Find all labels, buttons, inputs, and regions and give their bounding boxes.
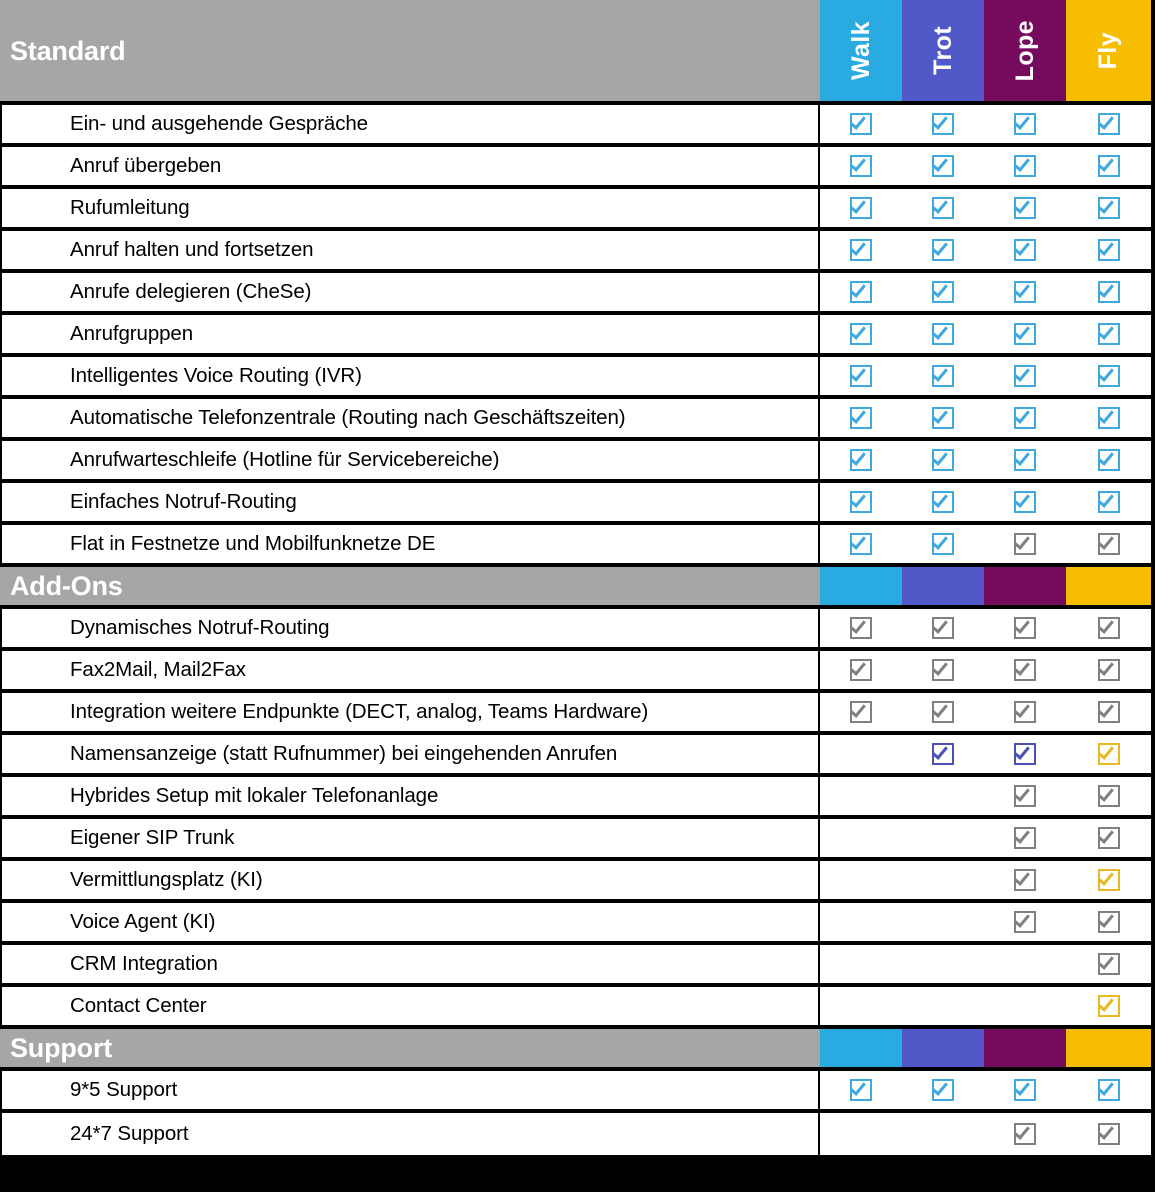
checkbox-checked-icon xyxy=(1014,1079,1036,1101)
checkbox-checked-icon xyxy=(1014,491,1036,513)
section-brand-cell-walk xyxy=(820,567,902,605)
feature-label: 9*5 Support xyxy=(0,1071,820,1109)
checkbox-checked-icon xyxy=(1014,155,1036,177)
feature-cell-walk xyxy=(820,105,902,143)
feature-cell-trot xyxy=(902,483,984,521)
checkbox-checked-icon xyxy=(1098,701,1120,723)
checkbox-checked-icon xyxy=(850,533,872,555)
table-row xyxy=(0,945,1155,987)
checkbox-checked-icon xyxy=(932,323,954,345)
feature-cell-fly xyxy=(1066,1113,1151,1155)
feature-label: CRM Integration xyxy=(0,945,820,983)
feature-label: Integration weitere Endpunkte (DECT, analog, Teams Hardware) xyxy=(0,693,820,731)
feature-cell-fly xyxy=(1066,693,1151,731)
checkbox-checked-icon xyxy=(932,407,954,429)
table-row xyxy=(0,483,1155,525)
table-row xyxy=(0,1071,1155,1113)
feature-cell-walk xyxy=(820,189,902,227)
checkbox-checked-icon xyxy=(932,617,954,639)
checkbox-checked-icon xyxy=(1098,449,1120,471)
checkbox-checked-icon xyxy=(850,323,872,345)
checkbox-checked-icon xyxy=(1098,827,1120,849)
section-brand-cell-fly xyxy=(1066,567,1151,605)
feature-cell-trot xyxy=(902,357,984,395)
feature-cell-fly xyxy=(1066,525,1151,563)
checkbox-checked-icon xyxy=(1014,365,1036,387)
feature-cell-trot xyxy=(902,819,984,857)
checkbox-checked-icon xyxy=(1014,239,1036,261)
feature-cell-fly xyxy=(1066,315,1151,353)
feature-label: Automatische Telefonzentrale (Routing nach Geschäftszeiten) xyxy=(0,399,820,437)
section-title-add-ons: Add-Ons xyxy=(0,567,820,605)
feature-cell-walk xyxy=(820,483,902,521)
checkbox-checked-icon xyxy=(1014,743,1036,765)
feature-cell-trot xyxy=(902,735,984,773)
feature-cell-walk xyxy=(820,147,902,185)
feature-cell-trot xyxy=(902,1071,984,1109)
table-row xyxy=(0,693,1155,735)
section-brand-cell-trot xyxy=(902,567,984,605)
plan-header-lope[interactable] xyxy=(984,0,1066,101)
feature-cell-trot xyxy=(902,651,984,689)
feature-cell-lope xyxy=(984,693,1066,731)
feature-label: Einfaches Notruf-Routing xyxy=(0,483,820,521)
checkbox-checked-icon xyxy=(932,281,954,303)
feature-cell-lope xyxy=(984,987,1066,1025)
checkbox-checked-icon xyxy=(1098,659,1120,681)
plan-header-label: Walk xyxy=(846,20,875,81)
feature-cell-fly xyxy=(1066,483,1151,521)
checkbox-checked-icon xyxy=(850,197,872,219)
checkbox-checked-icon xyxy=(1098,281,1120,303)
checkbox-checked-icon xyxy=(850,407,872,429)
table-row xyxy=(0,357,1155,399)
feature-cell-lope xyxy=(984,525,1066,563)
feature-cell-walk xyxy=(820,735,902,773)
checkbox-checked-icon xyxy=(1098,1079,1120,1101)
feature-cell-lope xyxy=(984,315,1066,353)
feature-cell-walk xyxy=(820,651,902,689)
checkbox-checked-icon xyxy=(1014,617,1036,639)
checkbox-checked-icon xyxy=(850,281,872,303)
feature-label: Dynamisches Notruf-Routing xyxy=(0,609,820,647)
feature-cell-lope xyxy=(984,231,1066,269)
table-row xyxy=(0,147,1155,189)
feature-cell-lope xyxy=(984,651,1066,689)
feature-cell-fly xyxy=(1066,903,1151,941)
feature-cell-fly xyxy=(1066,441,1151,479)
feature-cell-fly xyxy=(1066,273,1151,311)
feature-cell-fly xyxy=(1066,861,1151,899)
feature-cell-fly xyxy=(1066,651,1151,689)
feature-cell-lope xyxy=(984,357,1066,395)
feature-cell-trot xyxy=(902,609,984,647)
checkbox-checked-icon xyxy=(1014,869,1036,891)
feature-label: Anrufwarteschleife (Hotline für Servicebereiche) xyxy=(0,441,820,479)
checkbox-checked-icon xyxy=(1098,743,1120,765)
checkbox-checked-icon xyxy=(850,155,872,177)
checkbox-checked-icon xyxy=(1098,869,1120,891)
feature-label: Vermittlungsplatz (KI) xyxy=(0,861,820,899)
feature-cell-walk xyxy=(820,693,902,731)
table-row xyxy=(0,441,1155,483)
checkbox-checked-icon xyxy=(1014,281,1036,303)
feature-cell-trot xyxy=(902,903,984,941)
feature-cell-lope xyxy=(984,147,1066,185)
plan-header-label: Lope xyxy=(1010,19,1039,82)
section-brand-cell-lope xyxy=(984,567,1066,605)
checkbox-checked-icon xyxy=(932,197,954,219)
feature-cell-walk xyxy=(820,861,902,899)
feature-cell-trot xyxy=(902,1113,984,1155)
feature-cell-trot xyxy=(902,399,984,437)
feature-cell-lope xyxy=(984,609,1066,647)
feature-cell-walk xyxy=(820,273,902,311)
checkbox-checked-icon xyxy=(850,701,872,723)
checkbox-checked-icon xyxy=(1014,701,1036,723)
checkbox-checked-icon xyxy=(1098,533,1120,555)
checkbox-checked-icon xyxy=(1098,785,1120,807)
feature-cell-fly xyxy=(1066,987,1151,1025)
feature-cell-fly xyxy=(1066,189,1151,227)
feature-label: Rufumleitung xyxy=(0,189,820,227)
feature-cell-fly xyxy=(1066,777,1151,815)
checkbox-checked-icon xyxy=(850,239,872,261)
checkbox-checked-icon xyxy=(932,743,954,765)
feature-cell-fly xyxy=(1066,819,1151,857)
feature-cell-trot xyxy=(902,189,984,227)
feature-label: Eigener SIP Trunk xyxy=(0,819,820,857)
checkbox-checked-icon xyxy=(1098,155,1120,177)
checkbox-checked-icon xyxy=(1014,785,1036,807)
feature-cell-lope xyxy=(984,1113,1066,1155)
checkbox-checked-icon xyxy=(1098,1123,1120,1145)
feature-cell-walk xyxy=(820,1071,902,1109)
feature-label: Anrufe delegieren (CheSe) xyxy=(0,273,820,311)
feature-cell-walk xyxy=(820,777,902,815)
checkbox-checked-icon xyxy=(1098,407,1120,429)
checkbox-checked-icon xyxy=(1098,911,1120,933)
table-row xyxy=(0,1113,1155,1155)
feature-cell-fly xyxy=(1066,357,1151,395)
feature-cell-lope xyxy=(984,735,1066,773)
checkbox-checked-icon xyxy=(1014,827,1036,849)
feature-cell-lope xyxy=(984,1071,1066,1109)
feature-cell-lope xyxy=(984,105,1066,143)
table-row xyxy=(0,777,1155,819)
checkbox-checked-icon xyxy=(850,1079,872,1101)
checkbox-checked-icon xyxy=(1014,449,1036,471)
feature-cell-walk xyxy=(820,441,902,479)
checkbox-checked-icon xyxy=(932,113,954,135)
feature-label: Hybrides Setup mit lokaler Telefonanlage xyxy=(0,777,820,815)
checkbox-checked-icon xyxy=(1014,113,1036,135)
feature-cell-lope xyxy=(984,903,1066,941)
table-row xyxy=(0,105,1155,147)
feature-cell-fly xyxy=(1066,399,1151,437)
checkbox-checked-icon xyxy=(1014,911,1036,933)
feature-cell-fly xyxy=(1066,231,1151,269)
checkbox-checked-icon xyxy=(932,491,954,513)
feature-label: Fax2Mail, Mail2Fax xyxy=(0,651,820,689)
feature-label: Voice Agent (KI) xyxy=(0,903,820,941)
checkbox-checked-icon xyxy=(932,1079,954,1101)
section-title-support: Support xyxy=(0,1029,820,1067)
table-row xyxy=(0,987,1155,1029)
checkbox-checked-icon xyxy=(1098,323,1120,345)
feature-cell-walk xyxy=(820,819,902,857)
checkbox-checked-icon xyxy=(932,533,954,555)
feature-cell-lope xyxy=(984,441,1066,479)
checkbox-checked-icon xyxy=(850,617,872,639)
plan-header-label: Fly xyxy=(1094,31,1122,70)
section-brand-cell-fly xyxy=(1066,1029,1151,1067)
checkbox-checked-icon xyxy=(932,659,954,681)
feature-cell-walk xyxy=(820,903,902,941)
feature-cell-walk xyxy=(820,231,902,269)
feature-cell-walk xyxy=(820,399,902,437)
table-row xyxy=(0,651,1155,693)
checkbox-checked-icon xyxy=(932,365,954,387)
table-row xyxy=(0,189,1155,231)
feature-label: Ein- und ausgehende Gespräche xyxy=(0,105,820,143)
plan-header-fly[interactable] xyxy=(1066,0,1151,101)
checkbox-checked-icon xyxy=(1098,239,1120,261)
feature-cell-walk xyxy=(820,1113,902,1155)
feature-cell-fly xyxy=(1066,105,1151,143)
checkbox-checked-icon xyxy=(1014,323,1036,345)
checkbox-checked-icon xyxy=(1098,197,1120,219)
feature-cell-trot xyxy=(902,273,984,311)
feature-cell-trot xyxy=(902,147,984,185)
checkbox-checked-icon xyxy=(850,449,872,471)
checkbox-checked-icon xyxy=(1098,953,1120,975)
section-title-standard: Standard xyxy=(0,0,820,101)
feature-cell-walk xyxy=(820,525,902,563)
checkbox-checked-icon xyxy=(1014,407,1036,429)
table-row xyxy=(0,609,1155,651)
plan-header-label: Trot xyxy=(928,26,957,75)
feature-cell-fly xyxy=(1066,735,1151,773)
feature-cell-trot xyxy=(902,777,984,815)
table-row xyxy=(0,315,1155,357)
feature-cell-lope xyxy=(984,483,1066,521)
section-brand-cell-lope xyxy=(984,1029,1066,1067)
feature-cell-trot xyxy=(902,987,984,1025)
feature-label: Flat in Festnetze und Mobilfunknetze DE xyxy=(0,525,820,563)
checkbox-checked-icon xyxy=(1098,365,1120,387)
feature-cell-trot xyxy=(902,861,984,899)
table-row xyxy=(0,819,1155,861)
feature-cell-lope xyxy=(984,189,1066,227)
feature-label: Contact Center xyxy=(0,987,820,1025)
feature-label: Anrufgruppen xyxy=(0,315,820,353)
checkbox-checked-icon xyxy=(850,113,872,135)
feature-cell-lope xyxy=(984,945,1066,983)
checkbox-checked-icon xyxy=(850,659,872,681)
feature-label: Anruf halten und fortsetzen xyxy=(0,231,820,269)
feature-cell-lope xyxy=(984,399,1066,437)
feature-cell-walk xyxy=(820,609,902,647)
checkbox-checked-icon xyxy=(932,449,954,471)
feature-cell-walk xyxy=(820,357,902,395)
table-header-row xyxy=(0,0,1155,105)
feature-cell-trot xyxy=(902,105,984,143)
feature-label: 24*7 Support xyxy=(0,1113,820,1155)
feature-cell-walk xyxy=(820,315,902,353)
feature-cell-trot xyxy=(902,525,984,563)
checkbox-checked-icon xyxy=(850,365,872,387)
checkbox-checked-icon xyxy=(1098,617,1120,639)
table-row xyxy=(0,861,1155,903)
checkbox-checked-icon xyxy=(1098,491,1120,513)
feature-cell-trot xyxy=(902,693,984,731)
feature-cell-lope xyxy=(984,819,1066,857)
checkbox-checked-icon xyxy=(1098,113,1120,135)
checkbox-checked-icon xyxy=(932,155,954,177)
checkbox-checked-icon xyxy=(1014,659,1036,681)
table-row xyxy=(0,903,1155,945)
feature-cell-walk xyxy=(820,987,902,1025)
feature-cell-fly xyxy=(1066,609,1151,647)
feature-cell-trot xyxy=(902,231,984,269)
feature-cell-trot xyxy=(902,315,984,353)
feature-cell-fly xyxy=(1066,945,1151,983)
feature-cell-fly xyxy=(1066,147,1151,185)
checkbox-checked-icon xyxy=(850,491,872,513)
table-row xyxy=(0,231,1155,273)
feature-cell-walk xyxy=(820,945,902,983)
feature-cell-trot xyxy=(902,441,984,479)
feature-label: Intelligentes Voice Routing (IVR) xyxy=(0,357,820,395)
feature-cell-lope xyxy=(984,273,1066,311)
feature-label: Anruf übergeben xyxy=(0,147,820,185)
checkbox-checked-icon xyxy=(1014,197,1036,219)
table-row xyxy=(0,735,1155,777)
table-row xyxy=(0,273,1155,315)
checkbox-checked-icon xyxy=(932,701,954,723)
checkbox-checked-icon xyxy=(1014,533,1036,555)
checkbox-checked-icon xyxy=(1098,995,1120,1017)
feature-cell-lope xyxy=(984,861,1066,899)
feature-cell-lope xyxy=(984,777,1066,815)
feature-cell-trot xyxy=(902,945,984,983)
section-header-row xyxy=(0,1029,1155,1071)
checkbox-checked-icon xyxy=(932,239,954,261)
feature-cell-fly xyxy=(1066,1071,1151,1109)
plan-header-walk[interactable] xyxy=(820,0,902,101)
section-brand-cell-trot xyxy=(902,1029,984,1067)
section-header-row xyxy=(0,567,1155,609)
feature-label: Namensanzeige (statt Rufnummer) bei eingehenden Anrufen xyxy=(0,735,820,773)
plan-header-trot[interactable] xyxy=(902,0,984,101)
table-row xyxy=(0,399,1155,441)
table-row xyxy=(0,525,1155,567)
section-brand-cell-walk xyxy=(820,1029,902,1067)
checkbox-checked-icon xyxy=(1014,1123,1036,1145)
